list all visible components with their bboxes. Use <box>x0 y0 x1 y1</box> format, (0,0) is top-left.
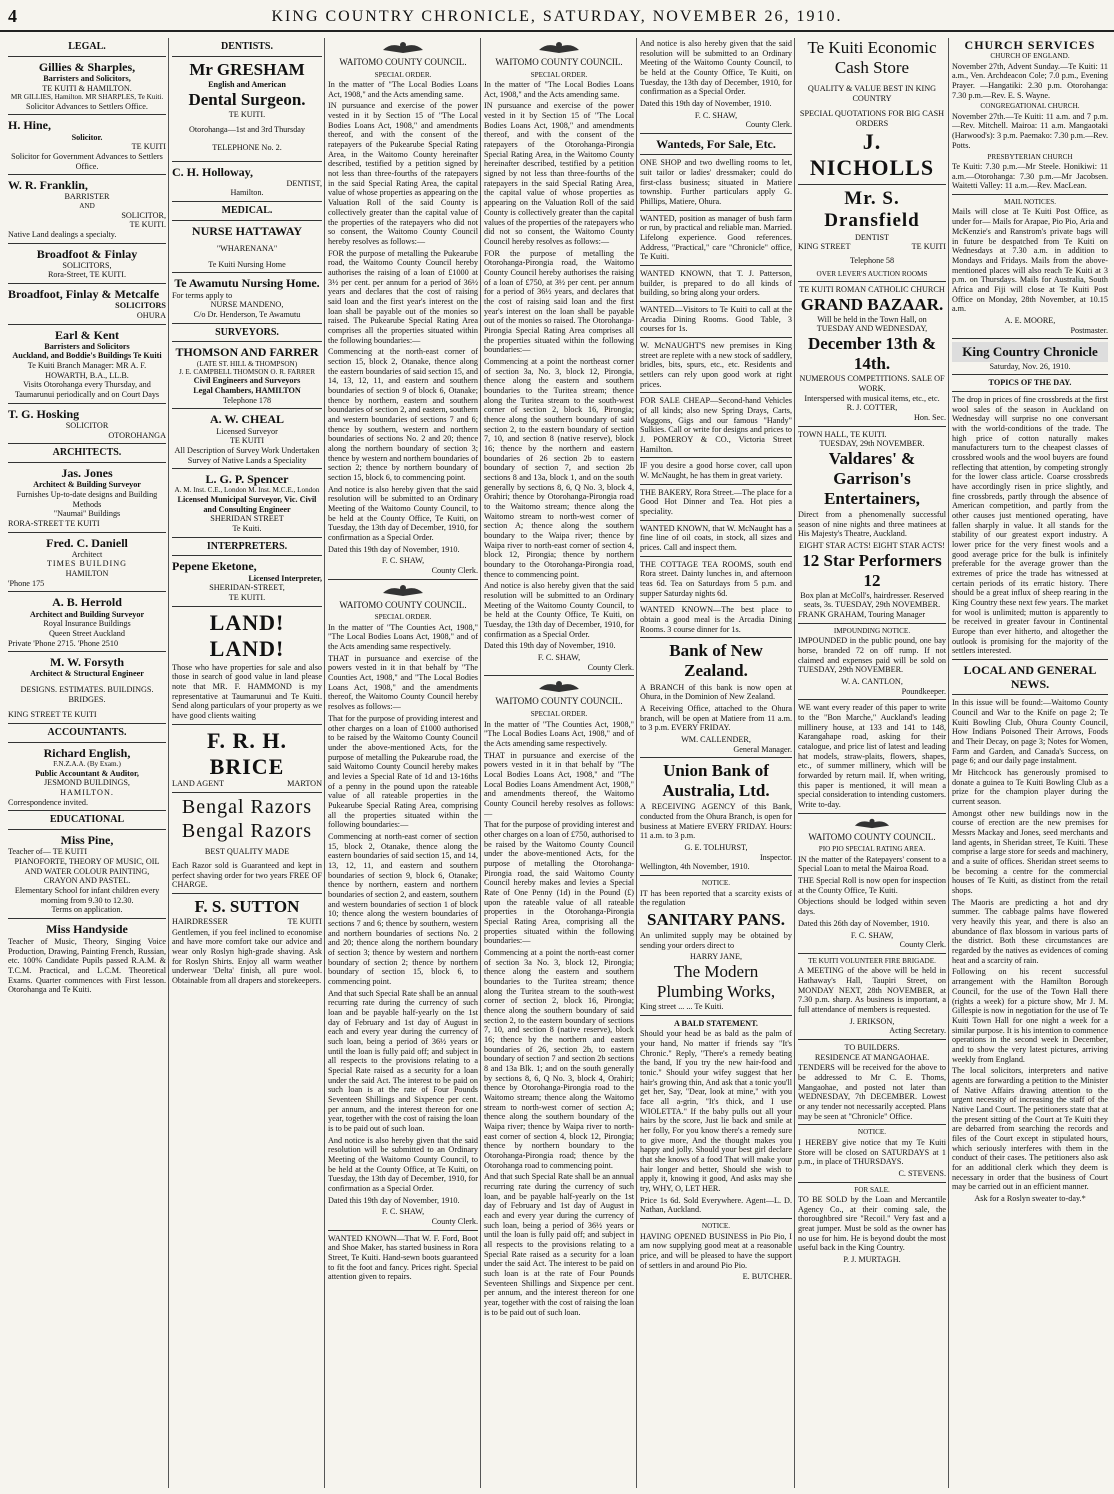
notice-heading: WAITOMO COUNTY COUNCIL. <box>339 57 467 67</box>
column-classifieds: And notice is also hereby given that the said resolution will be submitted to an Ordinary Meeting of the Waitomo County Council, to be held at the County Office, Te Kuiti, on Tuesday, the 13th day of December, 1910, for confirmation as a Special Order. Dated this 19th day of November, 1910. F. C. SHAW, County Clerk. Wanteds, For Sale, Etc. ONE SHOP and two dwelling rooms to let, suit tailor or ladies' dressmaker; could do first-class business; situated in Matiere township. Further particulars apply G. Phillips, Matiere, Ohura. WANTED, position as manager of bush farm or run, by practical and reliable man. Married. Lifelong experience. Good references. Address, "Practical," care "Chronicle" office, Te Kuiti. WANTED KNOWN, that T. J. Patterson, builder, is prepared to do all kinds of building, so bring along your orders. WANTED—Visitors to Te Kuiti to call at the Arcadia Dining Rooms. Good Table, 3 courses for 1s. W. McNAUGHT'S new premises in King street are replete with a new stock of saddlery, bridles, bits, spurs, etc., etc. Residents and settlers can rely upon good work at right prices. FOR SALE CHEAP—Second-hand Vehicles of all kinds; also new Spring Drays, Carts, Waggons, Gigs and our famous "Handy" Sulkies. Call or write for designs and prices to J. POMEROY & CO., Victoria Street Hamilton. IF you desire a good horse cover, call upon W. McNaught, he has them in great variety. THE BAKERY, Rora Street.—The place for a Good Hot Dinner and Tea. Hot pies a speciality. WANTED KNOWN, that W. McNaught has a fine line of oil coats, in stock, all sizes and prices. Call and inspect them. THE COTTAGE TEA ROOMS, south end Rora street. Dainty lunches in, and afternoon teas 6d. Tea on Saturdays from 5 p.m. and supper Saturday nights 6d. WANTED KNOWN—The best place to obtain a good meal is the Arcadia Dining Rooms. 3 course dinner for 1s. Bank of New Zealand. A BRANCH of this bank is now open at Ohura, in the Dominion of New Zealand. A Receiving Office, attached to the Ohura branch, will be open at Matiere from 11 a.m. to 3 p.m. EVERY FRIDAY. WM. CALLENDER, General Manager. Union Bank of Australia, Ltd. A RECEIVING AGENCY of this Bank, conducted from the Ohura Branch, is open for business at Matiere EVERY FRIDAY. Hours: 11 a.m. to 3 p.m. G. E. TOLHURST, Inspector. Wellington, 4th November, 1910. NOTICE. IT has been reported that a scarcity exists of the regulation SANITARY PANS. An unlimited supply may be obtained by sending your orders direct to HARRY JANE, The Modern Plumbing Works, King street ... ... Te Kuiti. A BALD STATEMENT. Should your head be as bald as the palm of your hand, No matter if friends say "It's Chronic." Reply, "There's a remedy beating the band, If you try the new hair-food and tonic." Should your wifey suggest that her hair's growing thin, And ask that a tonic you'll get her, Say, "Dear, look at mine," with you face all a-grin, "It's thick, and I use WIOLETTA." If the baby pulls out all your hairs by the score, Just lie back and smile at her folly, For you know there's a remedy sure to give more, And the thought makes you happy and jolly. Should your best girl declare that she knows of a food That will make your hair longer and better, Should she wish to apply it, knowing it good, And asks may she try, WHY, O, LET HER. Price 1s 6d. Sold Everywhere. Agent—L. D. Nathan, Auckland. NOTICE. HAVING OPENED BUSINESS in Pio Pio, I am now supplying good meat at a reasonable price, and will be pleased to have the support of settlers in and around Pio Pio. E. BUTCHER. <box>640 39 792 1282</box>
bank-name: Bank of New Zealand. <box>669 641 763 681</box>
crest-icon <box>381 583 425 597</box>
newspaper-title: KING COUNTRY CHRONICLE, SATURDAY, NOVEMBER 26, 1910. <box>271 8 843 25</box>
store-name: Te Kuiti Economic Cash Store <box>807 38 937 78</box>
column-notices: Te Kuiti Economic Cash Store QUALITY & VALUE BEST IN KING COUNTRY SPECIAL QUOTATIONS FOR BIG CASH ORDERS J. NICHOLLS Mr. S. Dransfield DENTIST KING STREET TE KUITI Telephone 58 OVER LEVER'S AUCTION ROOMS TE KUITI ROMAN CATHOLIC CHURCH GRAND BAZAAR. Will be held in the Town Hall, on TUESDAY AND WEDNESDAY, December 13th & 14th. NUMEROUS COMPETITIONS. SALE OF WORK. Interspersed with musical items, etc., etc. R. J. COTTER, Hon. Sec. TOWN HALL, TE KUITI. TUESDAY, 29th NOVEMBER. Valdares' & Garrison's Entertainers, Direct from a phenomenally successful season of nine nights and three matinees at His Majesty's Theatre, Auckland. EIGHT STAR ACTS! EIGHT STAR ACTS! 12 Star Performers 12 Box plan at McColl's, hairdresser. Reserved seats, 3s. TUESDAY, 29th NOVEMBER. FRANK GRAHAM, Touring Manager IMPOUNDING NOTICE. IMPOUNDED in the public pound, one bay horse, branded 72 on off rump. If not claimed and expenses paid will be sold on TUESDAY, 29th NOVEMBER. W. A. CANTLON, Poundkeeper. WE want every reader of this paper to write to the "Bon Marche," Auckland's leading millinery house, at 133 and 141 to 148, Karangahape road, asking for their catalogue, and price list of latest and leading hat models, straw-plaits, flowers, shapes, etc., of summer millinery, which will be forwarded by return mail. If, when writing, this paper is mentioned, it will mean a special consideration to intending customers. Write to-day. WAITOMO COUNTY COUNCIL. PIO PIO SPECIAL RATING AREA. IN the matter of the Ratepayers' consent to a Special Loan to metal the Mairoa Road. THE Special Roll is now open for inspection at the County Office, Te Kuiti. Objections should be lodged within seven days. Dated this 26th day of November, 1910. F. C. SHAW, County Clerk. TE KUITI VOLUNTEER FIRE BRIGADE. A MEETING of the above will be held in Hathaway's Hall, Taupiri Street, on MONDAY NEXT, 28th NOVEMBER, at 7.30 p.m. sharp. As business is important, a full attendance of members is requested. J. ERIKSON, Acting Secretary. TO BUILDERS. RESIDENCE AT MANGAOHAE. TENDERS will be received for the above to be addressed to Mr C. E. Thoms, Mangaohae, and posted not later than WEDNESDAY, 7th DECEMBER. Lowest or any tender not necessarily accepted. Plans may be seen at "Chronicle" Office. NOTICE. I HEREBY give notice that my Te Kuiti Store will be closed on SATURDAYS at 1 p.m., in place of THURSDAYS. C. STEVENS. FOR SALE. TO BE SOLD by the Loan and Mercantile Agency Co., at their coming sale, the thoroughbred sire "Recoil." Very fast and a great jumper. Must be sold as the owner has no use for him. He is beyond doubt the most useful back in the King Country. P. J. MURTAGH. <box>798 38 946 1265</box>
chronicle-title: King Country Chronicle <box>952 342 1108 361</box>
ad-name: Jas. Jones <box>61 466 113 481</box>
ad-name: Mr GRESHAM <box>189 59 305 79</box>
column-rule <box>168 38 169 1488</box>
section-heading-surveyors: SURVEYORS. <box>215 326 279 338</box>
column-professional: DENTISTS. Mr GRESHAM English and American Dental Surgeon. TE KUITI. Otorohanga—1st and 3rd Thursday TELEPHONE No. 2. C. H. Holloway, DENTIST, Hamilton. MEDICAL. NURSE HATTAWAY "WHARENANA" Te Kuiti Nursing Home Te Awamutu Nursing Home. For terms apply to NURSE MANDENO, C/o Dr. Henderson, Te Awamutu SURVEYORS. THOMSON AND FARRER (LATE ST. HILL & THOMPSON) J. E. CAMPBELL THOMSON O. R. FARRER Civil Engineers and Surveyors Legal Chambers, HAMILTON Telephone 178 A. W. CHEAL Licensed Surveyor TE KUITI All Description of Survey Work Undertaken Survey of Native Lands a Speciality L. G. P. Spencer A. M. Inst. C.E., London M. Inst. M.C.E., London Licensed Municipal Surveyor, Vic. Civil and Consulting Engineer SHERIDAN STREET Te Kuiti. INTERPRETERS. Pepene Eketone, Licensed Interpreter, SHERIDAN-STREET, TE KUITI. LAND! LAND! Those who have properties for sale and also those in search of good value in land please note that MR. F. HAMMOND is my representative at Taumarunui and Te Kuiti. Send along particulars of your property as we have good clients waiting F. R. H. BRICE LAND AGENT MARTON Bengal Razors Bengal Razors BEST QUALITY MADE Each Razor sold is Guaranteed and kept in perfect shaving order for two years FREE OF CHARGE. F. S. SUTTON HAIRDRESSER TE KUITI Gentlemen, if you feel inclined to economise and have more comfort take our advice and wear only Roslyn high-grade shaving. Ask for Roslyn Shirts. Enjoy all warm weather underwear 'Delta' finish, all pure wool. Obtainable from all drapers and storekeepers. <box>172 41 322 986</box>
ad-name: Broadfoot & Finlay <box>36 246 138 261</box>
crest-icon <box>381 40 425 54</box>
bazaar-headline: GRAND BAZAAR. <box>800 294 944 314</box>
razors-headline: Bengal Razors <box>181 796 313 819</box>
column-council-notices-1: WAITOMO COUNTY COUNCIL. SPECIAL ORDER. In the matter of "The Local Bodies Loans Act, 1908," and the Acts amending same. IN pursuance and exercise of the power vested in it by Section 15 of "The Local Bodies Loans Act, 1908," and amendments thereof, and with the consent of the ratepayers of the Pukearube Special Rating Area, in the Waitomo County hereinafter described, testified by a petition signed by not less than three-fourths of the ratepayers in the said Special Rating Area, the capital value of whose properties as appearing on the Valuation Roll of the said County is collectively greater than the capital value of the properties of the ratepayers who did not so consent, the Waitomo County Council hereby resolves as follows:— FOR the purpose of metalling the Pukearube road, the Waitomo County Council hereby authorises the raising of a loan of £1000 at 3½ per cent. per annum for a period of 36½ years and declares that the cost of raising said loan and the first year's interest on the loan shall be payable out of the monies so raised. The Pukearube Special Rating Area comprises all the properties situated within the following boundaries:— Commencing at the north-east corner of section 15, block 2, Otanake, thence along the eastern boundaries of said section 15, and 14, 13, 12, 11, and eastern and southern boundaries of section 9 of block 6, Otanake; thence by northern, eastern and southern boundaries of section 2, and eastern, southern and western boundaries of sections 7 and 6; thence by southern, western and northern boundaries of sections No. 2 and 20; thence along the northern boundary of section 3; thence by western and northern boundaries of section 2; thence by northern boundary of section 15, block 6, to commencing point. And notice is also hereby given that the said resolution will be submitted to an Ordinary Meeting of the Waitomo County Council, to be held at the County Office, Te Kuiti, on Tuesday, the 13th day of December, 1910, for confirmation as a Special Order. Dated this 19th day of November, 1910. F. C. SHAW, County Clerk. WAITOMO COUNTY COUNCIL. SPECIAL ORDER. In the matter of "The Counties Act, 1908," "The Local Bodies Loans Act, 1908," and of the Acts amending same respectively. THAT in pursuance and exercise of the powers vested in it in that behalf by "The Counties Act, 1908," and "The Local Bodies Loans Act, 1908," and the amendments thereof, the Waitomo County Council hereby resolves as follows:— That for the purpose of providing interest and other charges on a loan of £1000 authorised to be raised by the Waitomo County Council under the above-mentioned Acts, for the purpose of metalling the Pukearube road, the said Waitomo County Council hereby makes and levies a Special Rate of 1d and 13-16ths of a penny in the pound upon the rateable value of all rateable properties in the Pukearube Special Rating Area, comprising all the properties situated within the following boundaries:— Commencing at north-east corner of section 15, block 2, Otanake, thence along the eastern boundaries of said section 15, and 14, 13, 12, 11, and eastern and southern boundaries of section 9, block 6, Otanake; thence by northern, eastern and northern boundaries of section 2, and eastern, southern and western boundaries of section 1 of block 10; thence along the western boundaries of sections 7 and 6; thence by southern, western and northern boundaries of sections No. 2 and 20; thence along the northern boundary of section 3; thence by western and northern boundary of section 2; thence by northern boundary of section 15, block 6, to commencing point. And that such Special Rate shall be an annual recurring rate during the currency of such loan and be payable half-yearly on the 1st day of February and 1st day of August in each and every year during the currency of such loan, being a period of 36½ years or until the loan is fully paid off; and subject in all respects to the provisions relating to a Special Rate raised as a security for a loan under the said Act. The interest to be paid on such loan is at the rate of Four Pounds Seventeen Shillings and Sixpence per cent. per annum, and the interest thereon for one year, together with the cost of raising the loan is to be paid out of such loan. And notice is also hereby given that the said resolution will be submitted to an Ordinary Meeting of the Waitomo County Council, to be held at the County Office, at Te Kuiti, on Tuesday, the 13th day of December, 1910, for confirmation as a Special Order. Dated this 19th day of November, 1910. F. C. SHAW, County Clerk. WANTED KNOWN—That W. F. Ford, Boot and Shoe Maker, has started business in Rora Street, Te Kuiti. Hand-sewn boots guaranteed to fit the foot and fancy. Prices right. Special attention given to repairs. <box>328 38 478 1488</box>
classified-ad: W. McNAUGHT'S new premises in King street are replete with a new stock of saddlery, bridles, bits, spurs, etc., etc. Residents and settlers can rely upon good work at right prices. <box>640 340 792 389</box>
ad-name: Fred. C. Daniell <box>46 535 128 550</box>
land-headline: LAND! LAND! <box>209 609 285 661</box>
section-heading-educational: EDUCATIONAL <box>49 814 125 826</box>
ad-name: Pepene Eketone, <box>172 559 257 574</box>
ad-name: Earl & Kent <box>55 327 119 342</box>
local-news-heading: LOCAL AND GENERAL NEWS. <box>963 663 1097 692</box>
wanteds-heading: Wanteds, For Sale, Etc. <box>656 137 776 152</box>
wanted-ad: WANTED KNOWN—That W. F. Ford, Boot and Shoe Maker, has started business in Rora Street, Te Kuiti. Hand-sewn boots guaranteed to fit the foot and fancy. Prices right. Special attention given to repairs. <box>328 1233 478 1282</box>
ad-name: Richard English, <box>43 745 131 760</box>
pans-headline: SANITARY PANS. <box>647 909 785 929</box>
column-rule <box>636 38 637 1488</box>
column-rule <box>324 38 325 1488</box>
notice-heading: WAITOMO COUNTY COUNCIL. <box>808 831 936 842</box>
ad-name: NURSE HATTAWAY <box>191 223 303 238</box>
ad-name: C. H. Holloway, <box>172 164 254 179</box>
bank-name: Union Bank of Australia, Ltd. <box>662 761 770 801</box>
classified-ad: WANTED, position as manager of bush farm or run, by practical and reliable man. Married. Lifelong experience. Good references. Address, "Practical," care "Chronicle" office, Te Kuiti. <box>640 213 792 262</box>
ad-name: H. Hine, <box>8 118 52 133</box>
column-council-notices-2: WAITOMO COUNTY COUNCIL. SPECIAL ORDER. In the matter of "The Local Bodies Loans Act, 1908," and the Acts amending same. IN pursuance and exercise of the power vested in it by Section 15 of "The Local Bodies Loans Act, 1908," and amendments thereof, and with the consent of the ratepayers of the Otorohanga-Pirongia Special Rating Area, in the Waitomo County hereinafter described, testified by a petition signed by not less than three-fourths of the ratepayers in the said Special Rating Area, the capital value of whose properties as appearing on the Valuation Roll of the said County is collectively greater than the capital values of the properties of the ratepayers who did not so consent, the Waitomo County Council hereby resolves as follows:— FOR the purpose of metalling the Otorohanga-Pirongia road, the Waitomo County Council hereby authorises the raising of a loan of £750, at 3½ per cent. per annum for a period of 36½ years, and declares that the cost of raising said loan and the first year's interest on the loan shall be payable out of the monies so raised. The Otorohanga-Pirongia Special Rating Area comprises all the properties situated within the following boundaries:— Commencing at a point the northeast corner of section 3a, No. 3, block 12, Pirongia, thence along the eastern and southern boundaries to the Turitea stream; thence along the Turitea stream to the south-west corner of section 2, block 16, Pirongia; thence along the southern boundary of said section 2, to the eastern boundary of section 7, 10, and section 8 (native reserve), block 16; thence by the northern and eastern boundaries of 26 section 2b to eastern boundary of section 7, and section 2b sections 8 and 13a, block 1, and on the south generally by sections 8, 6, Q No. 3, block 4, Orahiri; thence by Otorohanga-Pirongia road to the Waitomo stream; thence along the Waitomo stream to north-west corner of section A; thence along the southern boundary to the Waipa river; thence by Waipa river to north-east corner of section 4, block 12, Pirongia; thence by northern boundary to the Otorohanga-Pirongia road, thence to commencing point. And notice is also hereby given that the said resolution will be submitted to an Ordinary Meeting of the Waitomo County Council, to be held at the County Office, Te Kuiti, on Tuesday, the 13th day of December, 1910, for confirmation as a Special Order. Dated this 19th day of November, 1910. F. C. SHAW, County Clerk. WAITOMO COUNTY COUNCIL. SPECIAL ORDER. In the matter of "The Counties Act, 1908," "The Local Bodies Loans Act, 1908," and of the Acts amending same respectively. THAT in pursuance and exercise of the powers vested in it in that behalf by "The Local Bodies Loans Act, 1908," and "The Local Bodies Loans Amendment Act, 1908," and amendments thereof, the Waitomo County Council hereby resolves as follows:— That for the purpose of providing interest and other charges on a loan of £750, authorised to be raised by the Waitomo County Council under the above-mentioned Acts, for the purpose of metalling the Otorohanga-Pirongia road, the said Waitomo County Council hereby makes and levies a Special Rate of One Penny (1d) in the Pound (£) upon the rateable value of all rateable properties in the Otorohanga-Pirongia Special Rating Area, comprising all the properties situated within the following boundaries:— Commencing at a point the north-east corner of section 3a No. 3, block 12, Pirongia; thence along the eastern and southern boundaries to the Turitea stream; thence along the Turitea stream to the south-west corner of section 2, block 16, Pirongia; thence along the southern boundary of said section 2, to the eastern boundary of sections 7, 10, and section 8 (native reserve), block 16; thence by the northern and eastern boundaries of 26, section 2b, to eastern boundary of section 7 and section 2b sections 8 and 13a Blk. 1; and on the south generally by sections 8, 6, Q No. 3, block 4, Orahiri; thence by Otorohanga-Pirongia road to the Waitomo stream; thence along the Waitomo stream to north-west corner of section A; thence along the southern boundary of the Waipa river; thence by Waipa river to north-east corner of section 4, block 12, Pirongia; thence by northern boundary to the Otorohanga-Pirongia road; thence by the Otorohanga road to commencing point. And that such Special Rate shall be an annual recurring rate during the currency of such loan, and be payable half-yearly on the 1st day of February and 1st day of August in each and every year during the currency of such loan, being a period of 36½ years or until the loan is fully paid off; and subject in all respects to the provisions relating to a Special Rate raised as a security for a loan under the said Act. The interest to be paid on such loan is at the rate of Four Pounds Seventeen Shillings and Sixpence per cent. per annum, and the interest thereon for one year, together with the cost of raising the loan is to be paid out of such loan. <box>484 38 634 1488</box>
column-editorial: CHURCH SERVICES CHURCH OF ENGLAND. November 27th, Advent Sunday.—Te Kuiti: 11 a.m., Ven. Archdeacon Cole; 7.0 p.m., Evening Prayer. —Hangatiki: 2.30 p.m. Otorohanga: 7.30 p.m.—Rev. E. S. Wayne. CONGREGATIONAL CHURCH. November 27th.—Te Kuiti: 11 a.m. and 7 p.m.—Rev. Mitchell. Mairoa: 11 a.m. Mangaotaki (Harwood's): 3 p.m. Paemako: 7.30 p.m.—Rev. Potts. PRESBYTERIAN CHURCH Te Kuiti: 7.30 p.m.—Mr Steele. Honikiwi: 11 a.m.—Otorohanga: 7.30 p.m.—Mr Jacobsen. Waitetti Valley: 11 a.m.—Rev. MacLean. MAIL NOTICES. Mails will close at Te Kuiti Post Office, as under for— Mails for Arapae, Pio Pio, Aria and McKenzie's and Ranstrom's private bags will in future be despatched from Te Kuiti on Wednesdays at 7.30 a.m. in addition to Mondays and Fridays. Mails from the above-mentioned places will also reach Te Kuiti at 3 p.m. on Thursdays. Mails for Australia, South Africa and Fiji will close at Te Kuiti Post Office on Monday, 28th November, at 10.15 a.m. A. E. MOORE, Postmaster. King Country Chronicle Saturday, Nov. 26, 1910. TOPICS OF THE DAY. The drop in prices of fine crossbreds at the first wool sales of the season in Auckland on Wednesday will surprise no one conversant with the world-conditions of the trade. The high price of cotton naturally makes manufacturers turn to the cheapest classes of crossbred wools and the wool buyers are found reflecting that attention, by competing strongly for the lower class article. Coarse crossbreds have accordingly risen in price slightly, and fine crossbreds, partly through the absence of American competition, and partly from the other causes just mentioned operating, have fallen sharply in value. It all stands for the stability of our greatest export industry. A lower price for the very finest wools and a good average price for the bulk is infinitely preferable for the average grower than the extremes of price the trade has witnessed at certain periods of its erratic history. There should be a great influx of sheep rearing in the King Country these next few years. The market for wool is unlimited; mutton is apparently to be received in greater favour in Continental Europe than ever hitherto, and altogether the outlook is promising for the majority of the settlers interested. LOCAL AND GENERAL NEWS. In this issue will be found:—Waitomo County Council and War to the Knife on page 2; Te Kuiti Bowling Club, Ohura County Council, How Indians Poisoned Their Arrows, Foods and Their Decay, on page 3; Notes for Women, Farm and Garden, and Canada's Success, on page 6; and our daily page instalment. Mr Hitchcock has generously promised to donate a guinea to Te Kuiti Bowling Club as a prize for the champion player during the current season. Amongst other new buildings now in the course of erection are the new premises for Messrs Mackay and Jones, seed merchants and land agents, in Sheridan street, Te Kuiti. These comprise a large store for seeds and machinery, and a suite of offices. Sheridan street seems to be becoming a centre for the commercial houses of Te Kuiti, as distinct from the retail shops. The Maoris are predicting a hot and dry summer. The cabbage palms have flowered very heavily this year, and there is also an abundance of flax blossom in various parts of the district. Both these circumstances are regarded by the natives as evidences of coming heat and a scarcity of rain. Following on his recent successful arrangement with the Hamilton Borough Council, for the use of the Town Hall there (rights a week) for a picture show, Mr J. M. Gillespie is now in negotiation for the use of Te Kuiti Town Hall for one night a week for a similar purpose. It is his intention to commence operations in the second week in December, and to show the very latest pictures, arriving weekly from England. The local solicitors, interpreters and native agents are forwarding a petition to the Minister of Native Affairs drawing attention to the urgent necessity of increasing the staff of the Native Land Court. The petitioners state that at the present sitting of the Court at Te Kuiti they are debarred from searching the records and files of the Court except in stipulated hours, which seriously interferes with them in the conduct of their cases. The petitioners also ask for an additional clerk which they deem is necessary in order that the business of Court may be carried out in an efficient manner. Ask for a Roslyn sweater to-day.* <box>952 38 1108 1203</box>
entertainers-headline: Valdares' & Garrison's Entertainers, <box>824 448 920 508</box>
notice-heading: WAITOMO COUNTY COUNCIL. <box>495 696 623 707</box>
ad-name: Miss Pine, <box>60 833 114 848</box>
ad-name: T. G. Hosking <box>8 406 80 421</box>
ad-name: Gillies & Sharples, <box>38 59 136 74</box>
classified-ad: WANTED—Visitors to Te Kuiti to call at the Arcadia Dining Rooms. Good Table, 3 courses for 1s. <box>640 304 792 334</box>
classified-ad: ONE SHOP and two dwelling rooms to let, suit tailor or ladies' dressmaker; could do first-class business; situated in Matiere township. Further particulars apply G. Phillips, Matiere, Ohura. <box>640 158 792 206</box>
crest-icon <box>852 817 892 829</box>
ad-name: Te Awamutu Nursing Home. <box>174 276 320 291</box>
column-rule <box>794 38 795 1488</box>
classified-ad: WANTED KNOWN, that W. McNaught has a fine line of oil coats, in stock, all sizes and prices. Call and inspect them. <box>640 523 792 553</box>
classified-ad: FOR SALE CHEAP—Second-hand Vehicles of all kinds; also new Spring Drays, Carts, Waggons, Gigs and our famous "Handy" Sulkies. Call or write for designs and prices to J. POMEROY & CO., Victoria Street Hamilton. <box>640 396 792 454</box>
ad-name: M. W. Forsyth <box>49 655 124 670</box>
section-heading-accountants: ACCOUNTANTS. <box>47 727 127 739</box>
classified-ad: WANTED KNOWN—The best place to obtain a good meal is the Arcadia Dining Rooms. 3 course dinner for 1s. <box>640 605 792 634</box>
bald-heading: A BALD STATEMENT. <box>674 1018 758 1028</box>
topics-heading: TOPICS OF THE DAY. <box>988 378 1072 388</box>
column-rule <box>480 38 481 1488</box>
notice-heading: WAITOMO COUNTY COUNCIL. <box>339 599 467 610</box>
page-number: 4 <box>8 6 17 26</box>
ad-name: Mr. S. Dransfield <box>824 187 920 232</box>
section-heading-medical: MEDICAL. <box>221 205 273 217</box>
section-heading-interpreters: INTERPRETERS. <box>206 540 288 552</box>
plumbing-headline: The Modern Plumbing Works, <box>656 961 776 1001</box>
ad-name: THOMSON AND FARRER <box>175 345 319 360</box>
ad-name: Broadfoot, Finlay & Metcalfe <box>8 287 160 302</box>
ad-name: Miss Handyside <box>46 921 128 936</box>
classified-ad: WANTED KNOWN, that T. J. Patterson, builder, is prepared to do all kinds of building, so bring along your orders. <box>640 268 792 298</box>
crest-icon <box>537 679 581 693</box>
ad-name: J. NICHOLLS <box>809 128 935 180</box>
ad-name: F. R. H. BRICE <box>207 727 287 779</box>
section-heading-dentists: DENTISTS. <box>221 41 273 52</box>
church-services-heading: CHURCH SERVICES <box>964 38 1096 52</box>
classified-ad: THE COTTAGE TEA ROOMS, south end Rora street. Dainty lunches in, and afternoon teas 6d. Tea on Saturdays from 5 p.m. and supper Saturday nights 6d. <box>640 559 792 598</box>
ad-name: F. S. SUTTON <box>194 897 300 917</box>
ad-name: L. G. P. Spencer <box>205 472 289 487</box>
ad-name: A. B. Herrold <box>52 595 122 610</box>
ad-name: W. R. Franklin, <box>8 178 88 193</box>
ad-name: A. W. CHEAL <box>209 412 285 427</box>
section-heading-legal: LEGAL. <box>68 41 106 52</box>
section-heading-architects: ARCHITECTS. <box>52 447 122 459</box>
column-rule <box>948 38 949 1488</box>
issue-date: Saturday, Nov. 26, 1910. <box>989 361 1071 371</box>
crest-icon <box>537 40 581 54</box>
classified-ad: IF you desire a good horse cover, call upon W. McNaught, he has them in great variety. <box>640 461 792 481</box>
notice-heading: WAITOMO COUNTY COUNCIL. <box>495 57 623 67</box>
masthead <box>0 0 1114 32</box>
column-legal: LEGAL. Gillies & Sharples, Barristers and Solicitors, TE KUITI & HAMILTON. MR GILLIES, Hamilton. MR SHARPLES, Te Kuiti. Solicitor Advances to Settlers Office. H. Hine, Solicitor. TE KUITI Solicitor for Government Advances to Settlers Office. W. R. Franklin, BARRISTER AND SOLICITOR, TE KUITI. Native Land dealings a specialty. Broadfoot & Finlay SOLICITORS, Rora-Street, TE KUITI. Broadfoot, Finlay & Metcalfe SOLICITORS OHURA Earl & Kent Barristers and Solicitors Auckland, and Boddie's Buildings Te Kuiti Te Kuiti Branch Manager: MR A. F. HOWARTH, B.A., LL.B. Visits Otorohanga every Thursday, and Taumarunui periodically and on Court Days T. G. Hosking SOLICITOR OTOROHANGA ARCHITECTS. Jas. Jones Architect & Building Surveyor Furnishes Up-to-date designs and Building Methods "Naumai" Buildings RORA-STREET TE KUITI Fred. C. Daniell Architect TIMES BUILDING HAMILTON 'Phone 175 A. B. Herrold Architect and Building Surveyor Royal Insurance Buildings Queen Street Auckland Private 'Phone 2715. 'Phone 2510 M. W. Forsyth Architect & Structural Engineer DESIGNS. ESTIMATES. BUILDINGS. BRIDGES. KING STREET TE KUITI ACCOUNTANTS. Richard English, F.N.Z.A.A. (By Exam.) Public Accountant & Auditor, JESMOND BUILDINGS, HAMILTON. Correspondence invited. EDUCATIONAL Miss Pine, Teacher of— TE KUITI PIANOFORTE, THEORY OF MUSIC, OIL AND WATER COLOUR PAINTING, CRAYON AND PASTEL. Elementary School for infant children every morning from 9.30 to 12.30. Terms on application. Miss Handyside Teacher of Music, Theory, Singing Voice Production, Drawing, Painting French, Russian, etc. 100% Candidate Pupils passed R.A.M. & T.C.M. Practical, and L.C.M. Theoretical Exams. Quarter commences with First lesson. Otorohanga and Te Kuiti. <box>8 41 166 995</box>
classified-ad: THE BAKERY, Rora Street.—The place for a Good Hot Dinner and Tea. Hot pies a speciality. <box>640 487 792 517</box>
